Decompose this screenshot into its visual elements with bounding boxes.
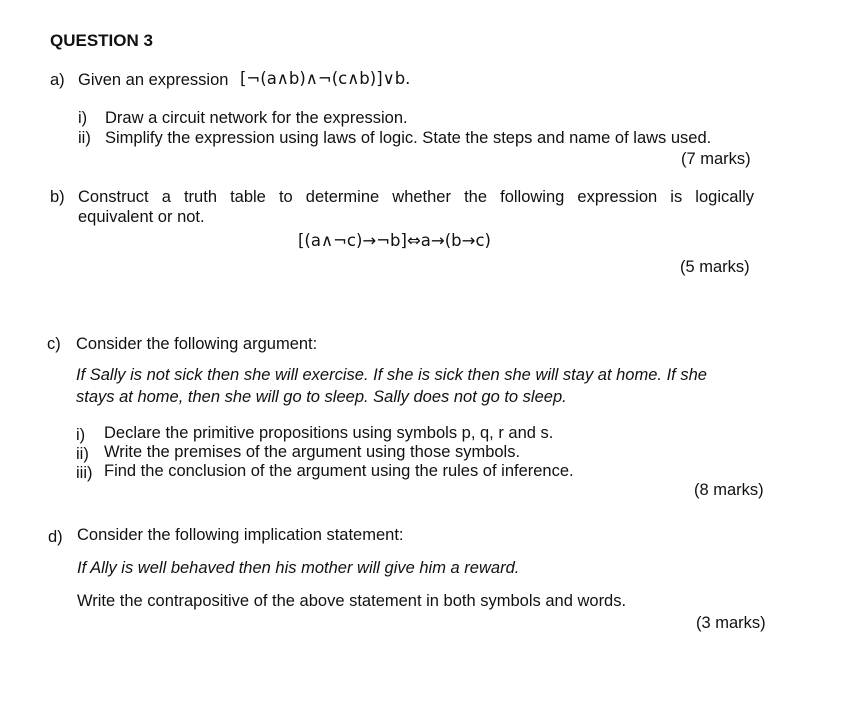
part-b-line-1: Construct a truth table to determine whether the following expression is logically	[78, 188, 754, 206]
part-b-letter: b)	[50, 188, 65, 206]
part-c-item-2-text: Write the premises of the argument using those symbols.	[104, 443, 521, 461]
part-c-item-1-text: Declare the primitive propositions using symbols p, q, r and s.	[104, 424, 554, 442]
part-c-item-3-num: iii)	[76, 464, 93, 482]
part-d-letter: d)	[48, 528, 63, 546]
part-c-item-1-num: i)	[76, 426, 86, 444]
part-a-item-2-num: ii)	[78, 129, 91, 147]
part-a-expression: [¬(a∧b)∧¬(c∧b)]∨b.	[240, 69, 411, 88]
part-d-intro: Consider the following implication statement:	[77, 526, 404, 544]
part-c-item-3-text: Find the conclusion of the argument using the rules of inference.	[104, 462, 574, 480]
part-a-item-1-text: Draw a circuit network for the expression.	[105, 109, 408, 127]
part-b-marks: (5 marks)	[680, 258, 750, 276]
part-c-intro: Consider the following argument:	[76, 335, 318, 353]
part-a-marks: (7 marks)	[681, 150, 751, 168]
part-b-line-2: equivalent or not.	[78, 208, 205, 226]
part-c-argument-line-1: If Sally is not sick then she will exercise. If she is sick then she will stay at home. If she	[76, 366, 707, 384]
part-c-letter: c)	[47, 335, 61, 353]
part-c-item-2-num: ii)	[76, 445, 89, 463]
part-c-argument-line-2: stays at home, then she will go to sleep. Sally does not go to sleep.	[76, 388, 567, 406]
question-title: QUESTION 3	[50, 31, 153, 50]
part-d-instruction: Write the contrapositive of the above statement in both symbols and words.	[77, 592, 627, 610]
part-c-marks: (8 marks)	[694, 481, 764, 499]
part-a-prefix: Given an expression	[78, 71, 229, 89]
part-a-item-2-text: Simplify the expression using laws of logic. State the steps and name of laws used.	[105, 129, 712, 147]
part-b-expression: [(a∧¬c)→¬b]⇔a→(b→c)	[298, 231, 491, 250]
part-a-letter: a)	[50, 71, 65, 89]
part-d-marks: (3 marks)	[696, 614, 766, 632]
part-a-item-1-num: i)	[78, 109, 88, 127]
part-d-statement: If Ally is well behaved then his mother will give him a reward.	[77, 559, 520, 577]
